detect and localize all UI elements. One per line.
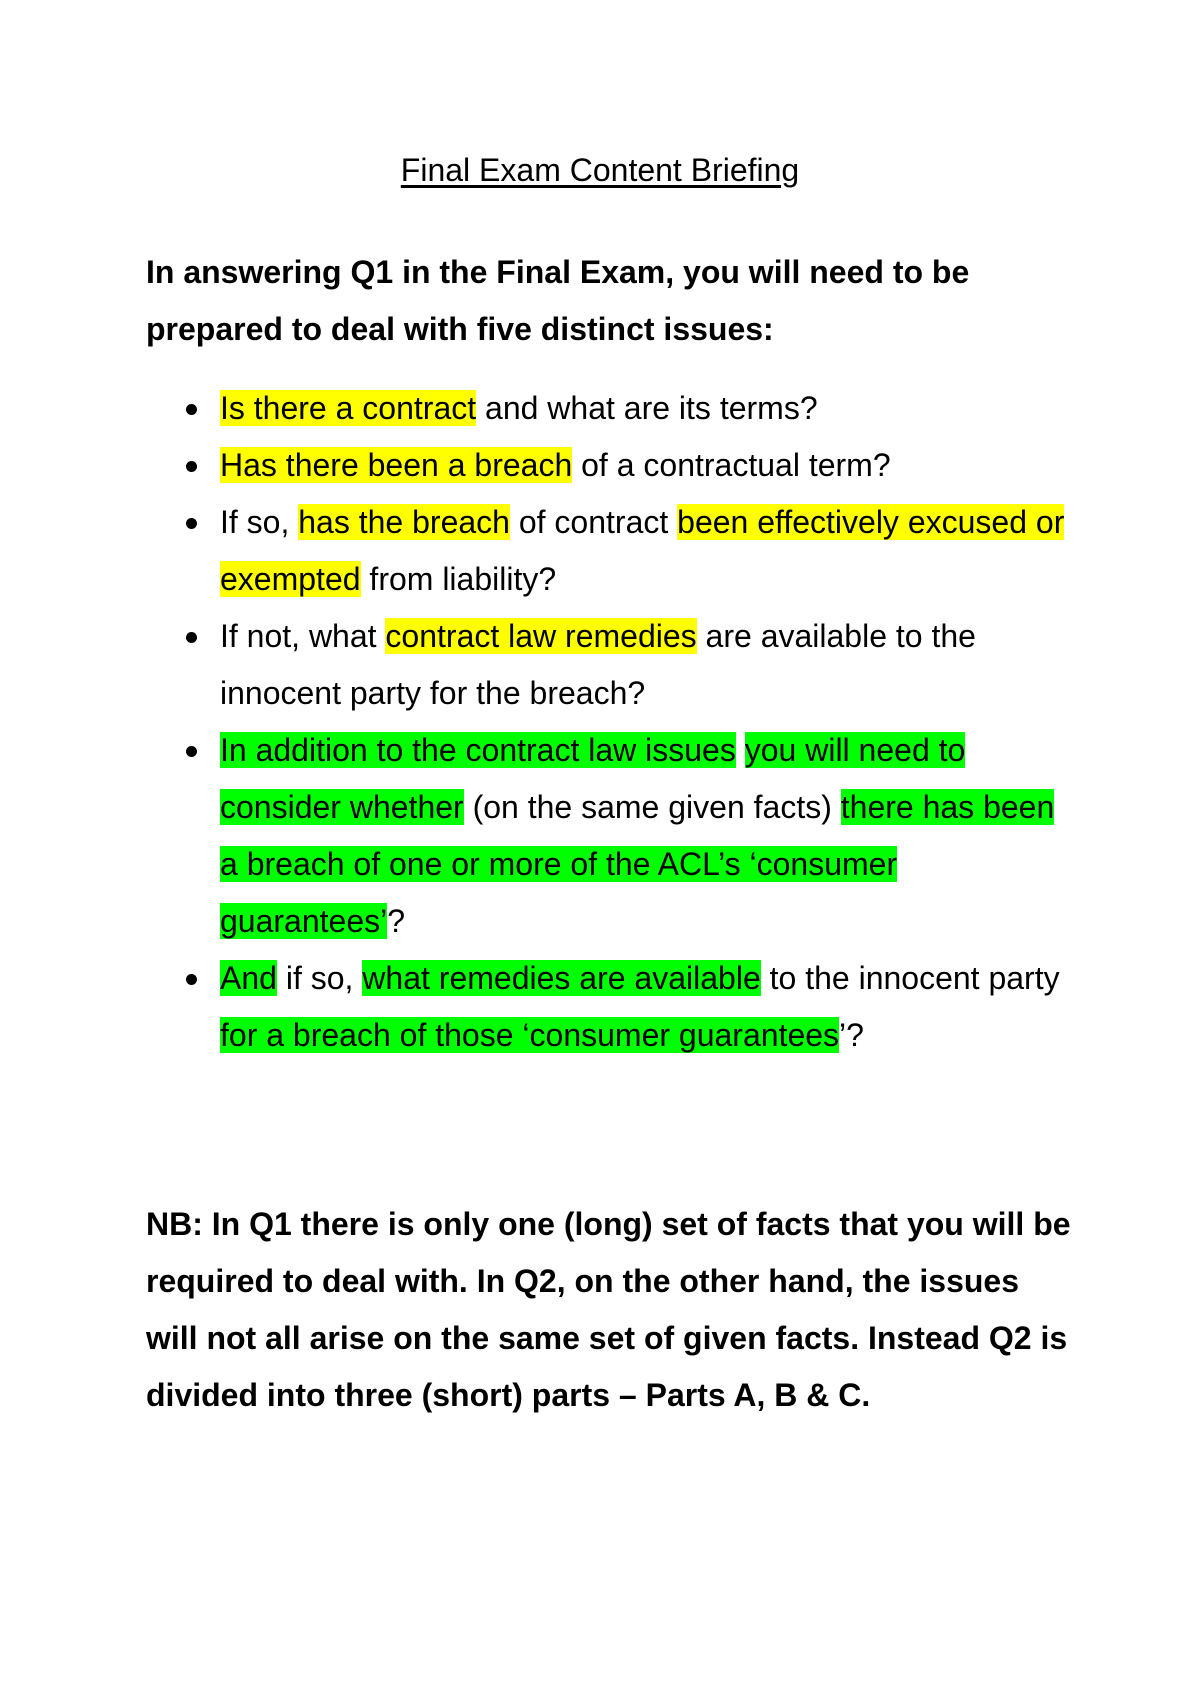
nb-paragraph: NB: In Q1 there is only one (long) set of facts that you will be required to deal with. In Q2, on the other hand, the issues will not all arise on the same set of given facts. Instead Q2 is divided into three (short) parts – Parts A, B & C. bbox=[146, 1206, 1071, 1413]
highlighted-text: has the breach bbox=[298, 504, 510, 540]
highlighted-text: there has been a breach of one or more of the ACL’s ‘consumer guarantees’ bbox=[220, 789, 1055, 939]
highlighted-text: for a breach of those ‘consumer guarantees bbox=[220, 1017, 840, 1053]
item-text: If not, what bbox=[220, 618, 386, 654]
issues-list bbox=[146, 380, 1076, 1064]
list-item bbox=[146, 950, 1076, 1064]
highlighted-text: And bbox=[220, 960, 277, 996]
list-item bbox=[146, 437, 1076, 494]
bullet-icon bbox=[186, 461, 197, 472]
item-text: of a contractual term? bbox=[572, 447, 891, 483]
list-item bbox=[146, 494, 1076, 608]
item-text bbox=[736, 732, 745, 768]
item-text: to the innocent party bbox=[760, 960, 1060, 996]
highlighted-text: In addition to the contract law issues bbox=[220, 732, 736, 768]
highlighted-text: been effectively excused or exempted bbox=[220, 504, 1065, 597]
item-text: of contract bbox=[509, 504, 678, 540]
bullet-icon bbox=[186, 404, 197, 415]
document-title: Final Exam Content Briefing bbox=[400, 152, 800, 188]
bullet-icon bbox=[186, 746, 197, 757]
highlighted-text: contract law remedies bbox=[385, 618, 697, 654]
item-text: are available to the innocent party for the breach? bbox=[220, 618, 976, 711]
bullet-icon bbox=[186, 518, 197, 529]
item-text: (on the same given facts) bbox=[463, 789, 841, 825]
item-text: ’? bbox=[839, 1017, 864, 1053]
item-text: from liability? bbox=[360, 561, 557, 597]
item-text: ? bbox=[387, 903, 406, 939]
list-item bbox=[146, 380, 1076, 437]
list-item bbox=[146, 722, 1076, 950]
item-text: and what are its terms? bbox=[476, 390, 818, 426]
highlighted-text: Has there been a breach bbox=[220, 447, 573, 483]
highlighted-text: what remedies are available bbox=[362, 960, 761, 996]
highlighted-text: you will need to consider whether bbox=[220, 732, 966, 825]
item-text: if so, bbox=[276, 960, 363, 996]
item-text: If so, bbox=[220, 504, 299, 540]
bullet-icon bbox=[186, 974, 197, 985]
bullet-icon bbox=[186, 632, 197, 643]
highlighted-text: Is there a contract bbox=[220, 390, 477, 426]
intro-paragraph: In answering Q1 in the Final Exam, you will need to be prepared to deal with five distinct issues: bbox=[146, 254, 970, 347]
list-item bbox=[146, 608, 1076, 722]
